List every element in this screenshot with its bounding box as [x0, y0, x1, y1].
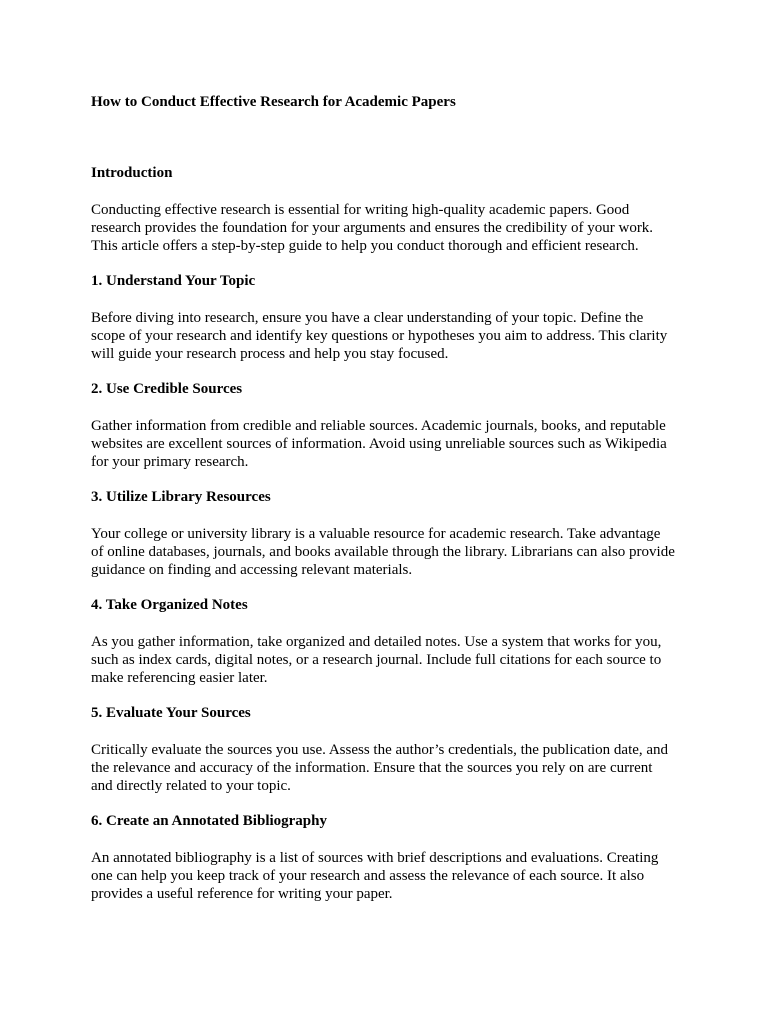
- section-paragraph: As you gather information, take organized and detailed notes. Use a system that works for you, such as index cards, digital notes, or a research journal. Include full citations for each source to make referencing easier later.: [91, 634, 662, 686]
- section-library-resources: [91, 488, 683, 579]
- section-heading: 4. Take Organized Notes: [91, 597, 248, 613]
- section-paragraph: Critically evaluate the sources you use. Assess the author’s credentials, the publication date, and the relevance and accuracy of the information. Ensure that the sources you rely on are current and directly related to your topic.: [91, 742, 669, 794]
- section-heading: 6. Create an Annotated Bibliography: [91, 813, 327, 829]
- section-paragraph: Your college or university library is a valuable resource for academic research. Take advantage of online databases, journals, and books available through the library. Librarians can also provide guidance on finding and accessing relevant materials.: [91, 526, 675, 578]
- section-paragraph: An annotated bibliography is a list of sources with brief descriptions and evaluations. Creating one can help you keep track of your research and assess the relevance of each source. It also provides a useful reference for writing your paper.: [91, 850, 659, 902]
- section-organized-notes: [91, 596, 683, 687]
- section-paragraph: Before diving into research, ensure you have a clear understanding of your topic. Define the scope of your research and identify key questions or hypotheses you aim to address. This clarity will guide your research process and help you stay focused.: [91, 310, 668, 362]
- section-heading: 3. Utilize Library Resources: [91, 489, 271, 505]
- document-title: How to Conduct Effective Research for Academic Papers: [91, 94, 456, 110]
- section-understand-topic: [91, 272, 683, 363]
- section-heading: 2. Use Credible Sources: [91, 381, 243, 397]
- section-paragraph: Conducting effective research is essential for writing high-quality academic papers. Good research provides the foundation for your arguments and ensures the credibility of your work. This article offers a step-by-step guide to help you conduct thorough and efficient research.: [91, 202, 654, 254]
- document-content: [91, 164, 683, 920]
- section-annotated-bibliography: [91, 812, 683, 903]
- section-heading: 5. Evaluate Your Sources: [91, 705, 251, 721]
- section-credible-sources: [91, 380, 683, 471]
- section-introduction: [91, 164, 683, 255]
- section-paragraph: Gather information from credible and reliable sources. Academic journals, books, and reputable websites are excellent sources of information. Avoid using unreliable sources such as Wikipedia for your primary research.: [91, 418, 667, 470]
- section-heading: Introduction: [91, 165, 173, 181]
- section-evaluate-sources: [91, 704, 683, 795]
- section-heading: 1. Understand Your Topic: [91, 273, 256, 289]
